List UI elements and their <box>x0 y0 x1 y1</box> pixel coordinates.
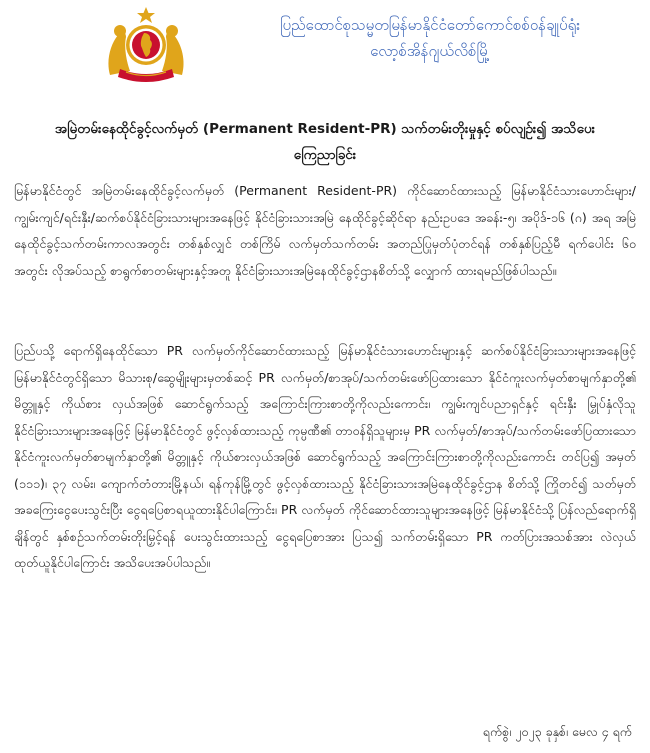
notice-title-line-1: အမြဲတမ်းနေထိုင်ခွင့်လက်မှတ် (Permanent Resident-PR) သက်တမ်းတိုးမှုနှင့် စပ်လျဉ်း၍ အသိပေး <box>54 121 596 137</box>
paragraph-2: ပြည်ပသို့ ရောက်ရှိနေထိုင်သော PR လက်မှတ်ကိုင်ဆောင်ထားသည့် မြန်မာနိုင်ငံသားဟောင်းများနှင့် ဆက်စပ်နိုင်ငံခြားသားများအနေဖြင့် မြန်မာနိုင်ငံတွင်ရှိသော မိသားစု/ဆွေမျိုးများမှတစ်ဆင့် PR လက်မှတ်/စာအုပ်/သက်တမ်းဖော်ပြထားသော နိုင်ငံကူးလက်မှတ်စာမျက်နှာတို့၏ မိတ္တူနှင့် ကိုယ်စား လှယ်အဖြစ် ဆောင်ရွက်သည့် အကြောင်းကြားစာတို့ကိုလည်းကောင်း၊ ကျွမ်းကျင်ပညာရှင်နှင့် ရင်းနှီး မြှုပ်နှံလိုသူနိုင်ငံခြားသားများအနေဖြင့် မြန်မာနိုင်ငံတွင် ဖွင့်လှစ်ထားသည့် ကုမ္ပဏီ၏ တာဝန်ရှိသူများမှ PR လက်မှတ်/စာအုပ်/သက်တမ်းဖော်ပြထားသော နိုင်ငံကူးလက်မှတ်စာမျက်နှာတို့၏ မိတ္တူနှင့် ကိုယ်စားလှယ်အဖြစ် ဆောင်ရွက်သည့် အကြောင်းကြားစာတို့ကိုလည်းကောင်း တင်ပြ၍ အမှတ် (၁၁၁)၊ ၃၇ လမ်း၊ ကျောက်တံတားမြို့နယ်၊ ရန်ကုန်မြို့တွင် ဖွင့်လှစ်ထားသည့် နိုင်ငံခြားသားအမြဲနေထိုင်ခွင့်ဌာန စိတ်သို့ ကြိုတင်၍ သတ်မှတ်အခကြေးငွေပေးသွင်းပြီး ငွေရပြေစာရယူထားနိုင်ပါကြောင်း၊ PR လက်မှတ် ကိုင်ဆောင်ထားသူများအနေဖြင့် မြန်မာနိုင်ငံသို့ ပြန်လည်ရောက်ရှိချိန်တွင် နှစ်စဉ်သက်တမ်းတိုးမြှင့်ရန် ပေးသွင်းထားသည့် ငွေရပြေစာအား ပြသ၍ သက်တမ်းရှိသော PR ကတ်ပြားအသစ်အား လဲလှယ် ထုတ်ယူနိုင်ပါကြောင်း အသိပေးအပ်ပါသည်။ <box>14 343 636 570</box>
letterhead <box>0 0 650 86</box>
myanmar-state-seal-icon <box>104 5 188 83</box>
issue-date: ရက်စွဲ၊ ၂၀၂၃ ခုနှစ်၊ မေလ ၄ ရက် <box>482 724 632 739</box>
notice-title <box>10 116 640 168</box>
ministry-line-2: လော့စ်အိန်ဂျယ်လိစ်မြို့ <box>370 42 490 60</box>
ministry-name <box>230 12 630 64</box>
paragraph-1: မြန်မာနိုင်ငံတွင် အမြဲတမ်းနေထိုင်ခွင့်လက်မှတ် (Permanent Resident-PR) ကိုင်ဆောင်ထားသည့် မြန်မာနိုင်ငံသားဟောင်းများ/ ကျွမ်းကျင်/ရင်းနှီး/ဆက်စပ်နိုင်ငံခြားသားများအနေဖြင့် နိုင်ငံခြားသားအမြဲ နေထိုင်ခွင့်ဆိုင်ရာ နည်းဥပဒေ အခန်း-၅၊ အပိုဒ်-၁၆ (ဂ) အရ အမြဲနေထိုင်ခွင့်သက်တမ်းကာလအတွင်း တစ်နှစ်လျှင် တစ်ကြိမ် လက်မှတ်သက်တမ်း အတည်ပြုမှတ်ပုံတင်ရန် တစ်နှစ်ပြည့်မီ ရက်ပေါင်း ၆၀ အတွင်း လိုအပ်သည့် စာရွက်စာတမ်းများနှင့်အတူ နိုင်ငံခြားသားအမြဲနေထိုင်ခွင့်ဌာနစိတ်သို့ လျှောက် ထားရမည်ဖြစ်ပါသည်။ <box>14 183 636 278</box>
ministry-line-1: ပြည်ထောင်စုသမ္မတမြန်မာနိုင်ငံတော်ကောင်စစ်ဝန်ချုပ်ရုံး <box>279 16 581 34</box>
notice-title-line-2: ကြေညာခြင်း <box>293 147 357 163</box>
